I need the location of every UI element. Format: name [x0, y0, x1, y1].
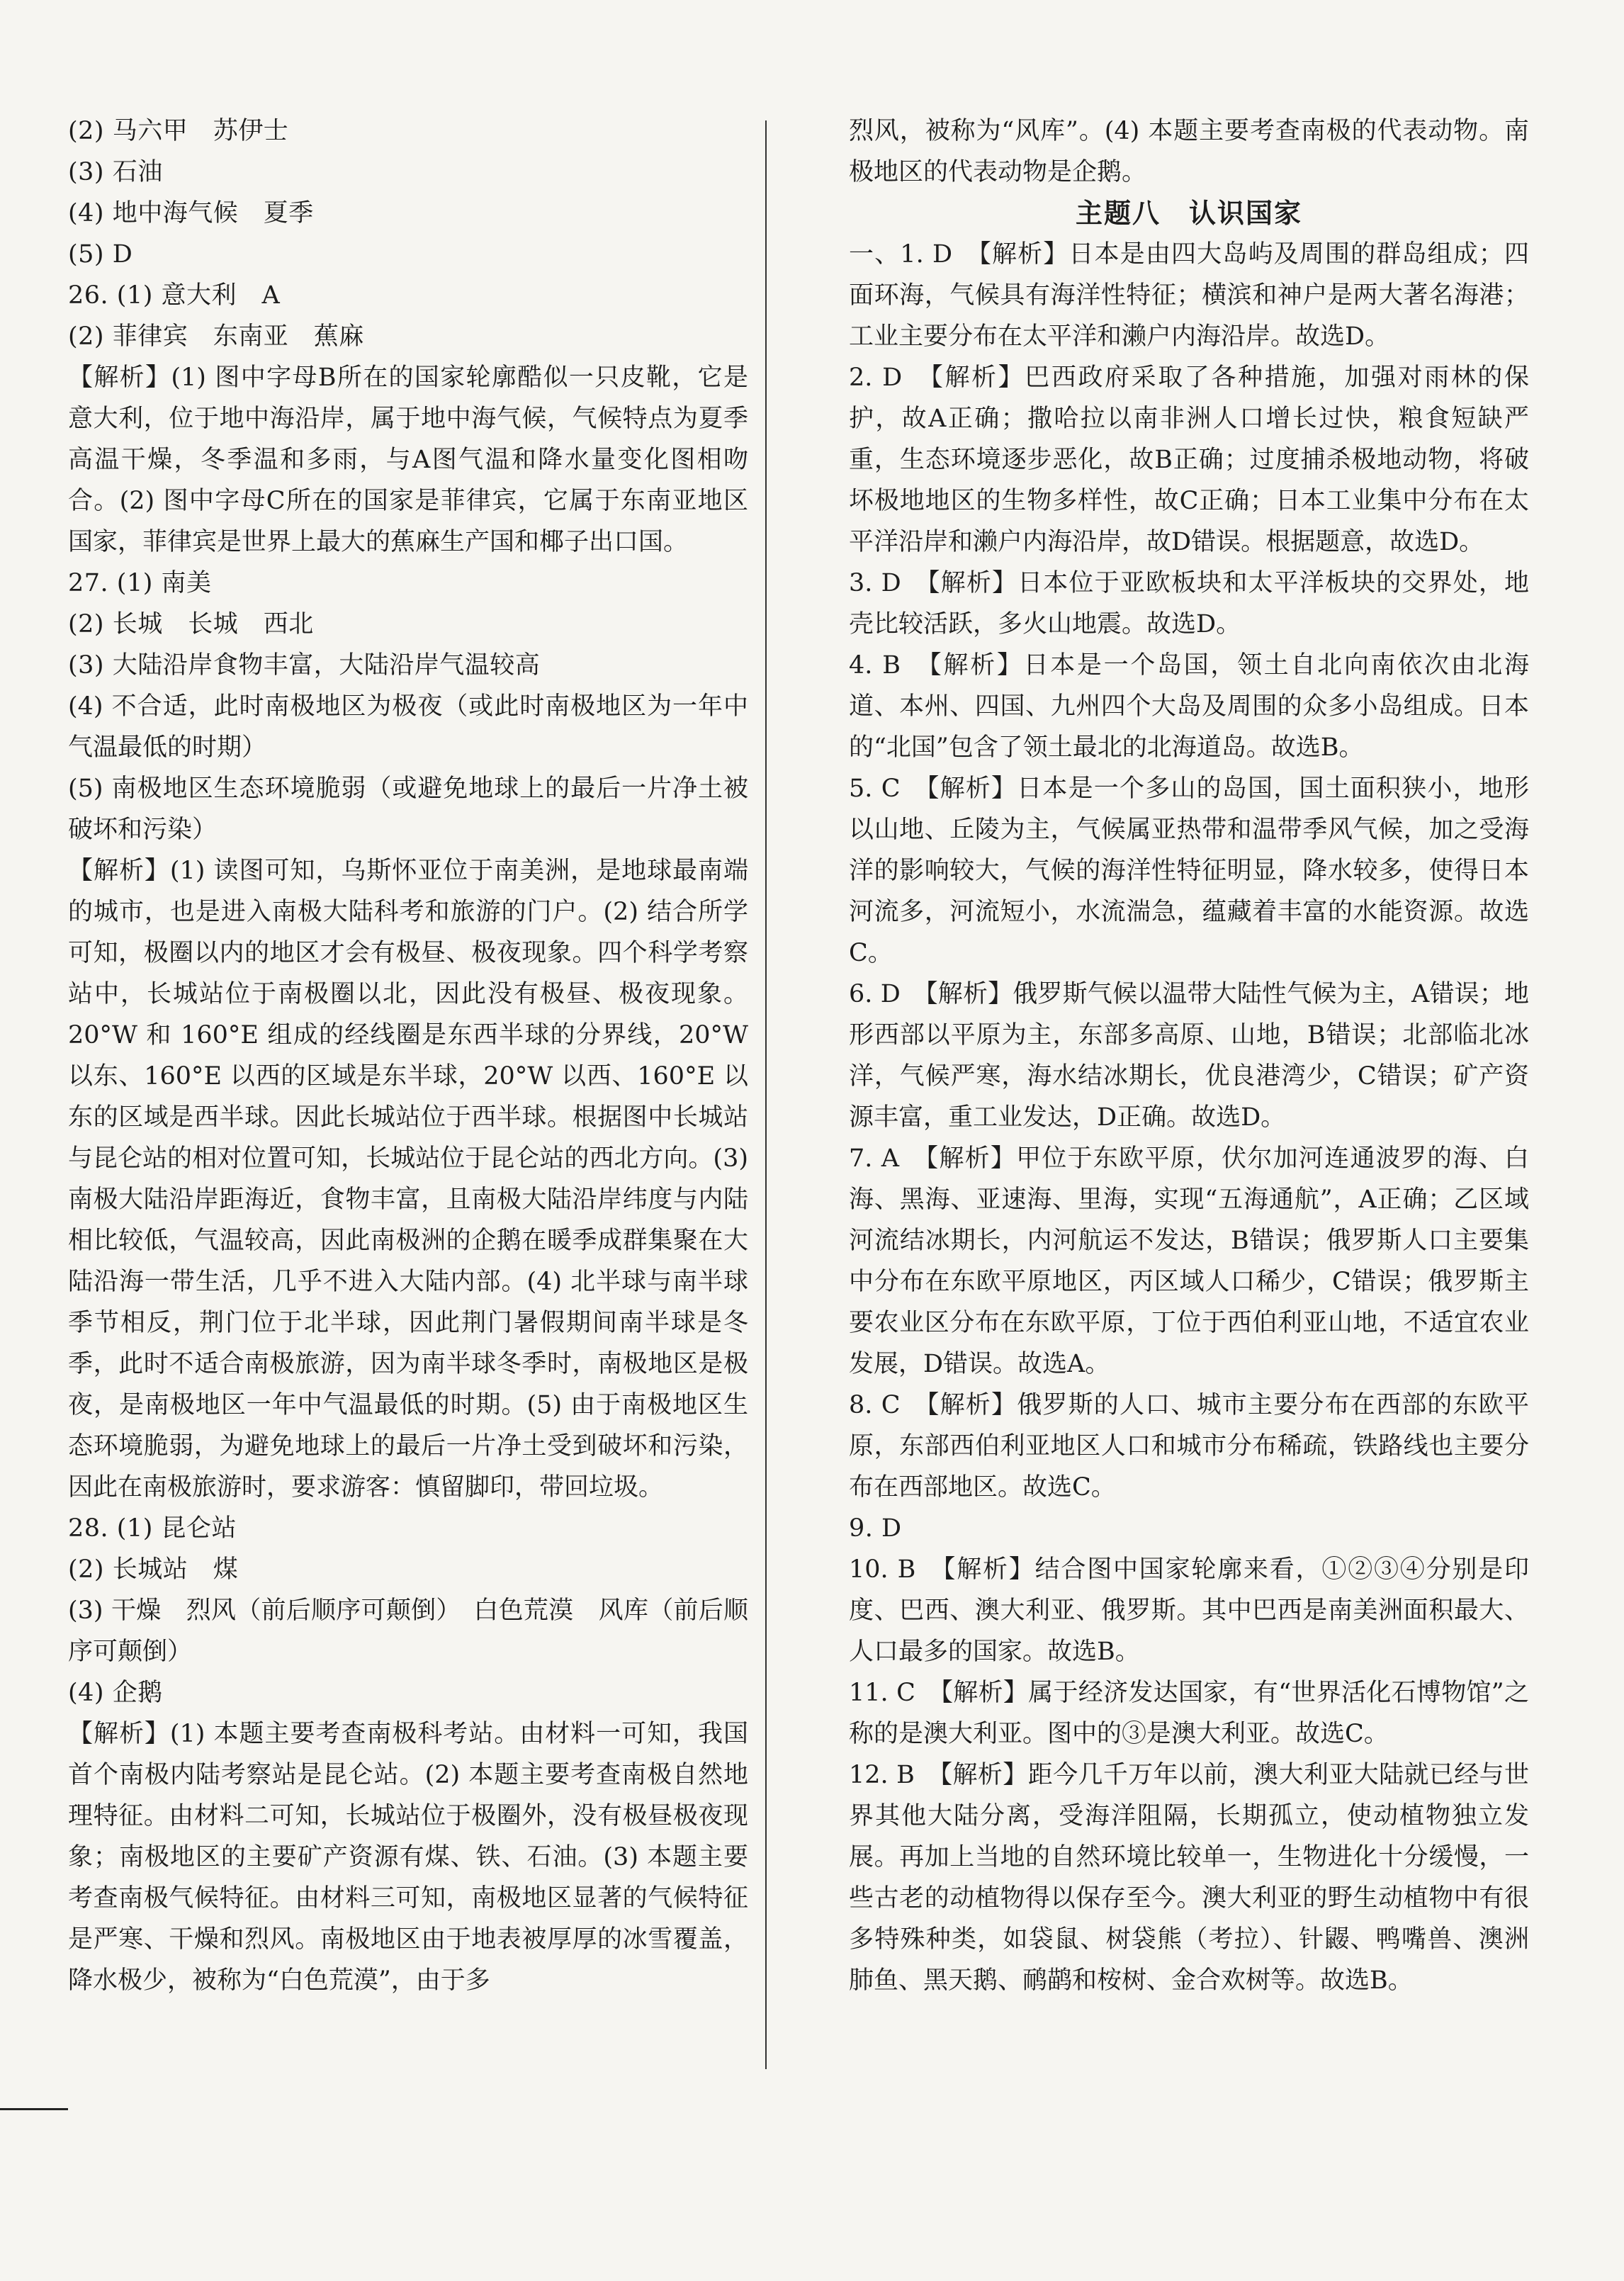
answer-item: 11. C 【解析】属于经济发达国家，有“世界活化石博物馆”之称的是澳大利亚。图中的③是澳大利亚。故选C。 [849, 1679, 1529, 1748]
answer-line: 28. (1) 昆仑站 [68, 1514, 237, 1543]
answer-line: (4) 企鹅 [68, 1679, 163, 1707]
answer-line: 27. (1) 南美 [68, 569, 212, 597]
answer-item: 7. A 【解析】甲位于东欧平原，伏尔加河连通波罗的海、白海、黑海、亚速海、里海，实现“五海通航”，A正确；乙区域河流结冰期长，内河航运不发达，B错误；俄罗斯人口主要集中分布在东欧平原地区，丙区域人口稀少，C错误；俄罗斯主要农业区分布在东欧平原，丁位于西伯利亚山地，不适宜农业发展，D错误。故选A。 [849, 1144, 1529, 1378]
answer-item: 2. D 【解析】巴西政府采取了各种措施，加强对雨林的保护，故A正确；撒哈拉以南非洲人口增长过快，粮食短缺严重，生态环境逐步恶化，故B正确；过度捕杀极地动物，将破坏极地地区的生物多样性，故C正确；日本工业集中分布在太平洋沿岸和濑户内海沿岸，故D错误。根据题意，故选D。 [849, 364, 1529, 556]
answer-paragraph: (4) 不合适，此时南极地区为极夜（或此时南极地区为一年中气温最低的时期） [68, 692, 748, 762]
answer-item: 5. C 【解析】日本是一个多山的岛国，国土面积狭小，地形以山地、丘陵为主，气候属亚热带和温带季风气候，加之受海洋的影响较大，气候的海洋性特征明显，降水较多，使得日本河流多，河流短小，水流湍急，蕴藏着丰富的水能资源。故选C。 [849, 775, 1529, 967]
answer-item: 一、1. D 【解析】日本是由四大岛屿及周围的群岛组成；四面环海，气候具有海洋性特征；横滨和神户是两大著名海港；工业主要分布在太平洋和濑户内海沿岸。故选D。 [849, 240, 1529, 351]
left-column [68, 111, 748, 2001]
footer-rule [0, 2108, 68, 2110]
analysis-paragraph: 【解析】(1) 读图可知，乌斯怀亚位于南美洲，是地球最南端的城市，也是进入南极大陆科考和旅游的门户。(2) 结合所学可知，极圈以内的地区才会有极昼、极夜现象。四个科学考察站中，长城站位于南极圈以北，因此没有极昼、极夜现象。20°W 和 160°E 组成的经线圈是东西半球的分界线，20°W 以东、160°E 以西的区域是东半球，20°W 以西、160°E 以东的区域是西半球。因此长城站位于西半球。根据图中长城站与昆仑站的相对位置可知，长城站位于昆仑站的西北方向。(3) 南极大陆沿岸距海近，食物丰富，且南极大陆沿岸纬度与内陆相比较低，气温较高，因此南极洲的企鹅在暖季成群集聚在大陆沿海一带生活，几乎不进入大陆内部。(4) 北半球与南半球季节相反，荆门位于北半球，因此荆门暑假期间南半球是冬季，此时不适合南极旅游，因为南半球冬季时，南极地区是极夜，是南极地区一年中气温最低的时期。(5) 由于南极地区生态环境脆弱，为避免地球上的最后一片净土受到破坏和污染，因此在南极旅游时，要求游客：慎留脚印，带回垃圾。 [68, 857, 748, 1502]
answer-line: (5) D [68, 240, 133, 269]
answer-line: 26. (1) 意大利 A [68, 281, 281, 310]
answer-item: 6. D 【解析】俄罗斯气候以温带大陆性气候为主，A错误；地形西部以平原为主，东部多高原、山地，B错误；北部临北冰洋，气候严寒，海水结冰期长，优良港湾少，C错误；矿产资源丰富，重工业发达，D正确。故选D。 [849, 980, 1529, 1132]
column-divider [765, 120, 767, 2069]
answer-line: (2) 长城站 煤 [68, 1555, 239, 1584]
answer-line: (2) 马六甲 苏伊士 [68, 117, 289, 145]
answer-item: 10. B 【解析】结合图中国家轮廓来看，①②③④分别是印度、巴西、澳大利亚、俄罗斯。其中巴西是南美洲面积最大、人口最多的国家。故选B。 [849, 1555, 1529, 1666]
answer-line: (2) 菲律宾 东南亚 蕉麻 [68, 322, 364, 351]
answer-line: (4) 地中海气候 夏季 [68, 199, 314, 227]
answer-item: 4. B 【解析】日本是一个岛国，领土自北向南依次由北海道、本州、四国、九州四个大岛及周围的众多小岛组成。日本的“北国”包含了领土最北的北海道岛。故选B。 [849, 651, 1529, 762]
answer-paragraph: (5) 南极地区生态环境脆弱（或避免地球上的最后一片净土被破坏和污染） [68, 775, 748, 844]
answer-line: (3) 大陆沿岸食物丰富，大陆沿岸气温较高 [68, 651, 541, 680]
section-title: 主题八 认识国家 [1075, 198, 1302, 229]
answer-item: 9. D [849, 1514, 902, 1543]
answer-line: (3) 石油 [68, 158, 163, 186]
answer-paragraph: (3) 干燥 烈风（前后顺序可颠倒） 白色荒漠 风库（前后顺序可颠倒） [68, 1596, 748, 1666]
answer-line: (2) 长城 长城 西北 [68, 610, 314, 638]
analysis-paragraph: 【解析】(1) 图中字母B所在的国家轮廓酷似一只皮靴，它是意大利，位于地中海沿岸，属于地中海气候，气候特点为夏季高温干燥，冬季温和多雨，与A图气温和降水量变化图相吻合。(2) 图中字母C所在的国家是菲律宾，它属于东南亚地区国家，菲律宾是世界上最大的蕉麻生产国和椰子出口国。 [68, 364, 748, 556]
answer-item: 8. C 【解析】俄罗斯的人口、城市主要分布在西部的东欧平原，东部西伯利亚地区人口和城市分布稀疏，铁路线也主要分布在西部地区。故选C。 [849, 1391, 1529, 1502]
answer-item: 3. D 【解析】日本位于亚欧板块和太平洋板块的交界处，地壳比较活跃，多火山地震。故选D。 [849, 569, 1529, 638]
answer-item: 12. B 【解析】距今几千万年以前，澳大利亚大陆就已经与世界其他大陆分离，受海洋阻隔，长期孤立，使动植物独立发展。再加上当地的自然环境比较单一，生物进化十分缓慢，一些古老的动植物得以保存至今。澳大利亚的野生动植物中有很多特殊种类，如袋鼠、树袋熊（考拉）、针鼹、鸭嘴兽、澳洲肺鱼、黑天鹅、鸸鹋和桉树、金合欢树等。故选B。 [849, 1761, 1529, 1995]
analysis-paragraph: 【解析】(1) 本题主要考查南极科考站。由材料一可知，我国首个南极内陆考察站是昆仑站。(2) 本题主要考查南极自然地理特征。由材料二可知，长城站位于极圈外，没有极昼极夜现象；南极地区的主要矿产资源有煤、铁、石油。(3) 本题主要考查南极气候特征。由材料三可知，南极地区显著的气候特征是严寒、干燥和烈风。南极地区由于地表被厚厚的冰雪覆盖，降水极少，被称为“白色荒漠”，由于多 [68, 1720, 748, 1995]
right-column [849, 111, 1529, 2001]
analysis-continuation: 烈风，被称为“风库”。(4) 本题主要考查南极的代表动物。南极地区的代表动物是企鹅。 [849, 117, 1529, 186]
